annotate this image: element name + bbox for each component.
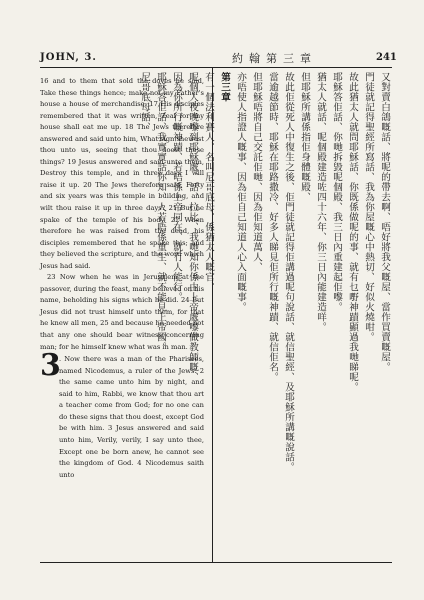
chinese-text-line: 尼哥底母話、 (139, 72, 150, 132)
header-rule (40, 67, 392, 68)
chapter-number-dropcap: 3 (40, 348, 61, 384)
chinese-text-line: 因為你所行嘅神蹟、若唔係上帝同在、就冇人能行。 (171, 72, 182, 302)
chinese-text-line: 有一個法利賽人、名叫尼哥底母、係猶太人嘅官、 (203, 72, 214, 292)
chinese-text-line: 故此猶太人就問耶穌話、你既係做呢的事、就有乜嘢神蹟顯過我哋睇呢。 (347, 72, 358, 392)
chinese-column (139, 72, 392, 560)
page-number: 241 (376, 52, 397, 63)
chinese-text-line: 當逾越節時、耶穌在耶路撒冷、好多人睇見佢所行嘅神蹟、就信佢名。 (267, 72, 278, 382)
chinese-text-line: 門徒就記得聖經所寫話、我為你屋嘅心中熱切、好似火燒咁。 (363, 72, 374, 342)
chinese-text-line: 猶太人就話、呢個殿建造咗四十六年、你三日內能建造咩。 (315, 72, 326, 332)
chinese-chapter-heading: 第三章 (219, 72, 230, 102)
chinese-text-line: 耶穌答佢話、你哋拆毀呢個殿、我三日內重建起佢嚟。 (331, 72, 342, 312)
chinese-text-line: 亦唔使人指證人嘅事、因為佢自己知道人心入面嘅事。 (235, 72, 246, 312)
chinese-text-line: 耶穌答佢話、我實實話你知、人若唔係重生、就不能見上帝國。 (155, 72, 166, 352)
chinese-text-line: 又對賣白鴿嘅話、將呢的帶去啊、唔好將我父嘅屋、當作買賣嘅屋。 (379, 72, 390, 372)
english-paragraph: 23 Now when he was in Jerusalem at the passover, during the feast, many believed on his name, beholding his signs which he did. 24 But Jesus did not trust himself unto them, for that he knew all men, 25 and because he needed not that any one should bear witness concerning man; for he himself knew what was in man. (40, 273, 204, 351)
chinese-text-line: 呢個人夜晚嚟到耶穌處、話、拉比、我哋知你係由上帝處嚟做教師嘅、 (187, 72, 198, 382)
chinese-running-head: 約翰第三章 (232, 52, 317, 65)
chapter-text: . Now there was a man of the Pharisees, named Nicodemus, a ruler of the Jews: 2 the same came unto him by night, and said to him, Rabbi, we know that thou art a teacher come from God; for no one can do these signs that thou doest, except God be with him. 3 Jesus answered and said unto him, Verily, verily, I say unto thee, Except one be born anew, he cannot see the kingdom of God. 4 Nicodemus saith unto (59, 355, 204, 479)
running-head: JOHN, 3. (40, 52, 97, 63)
chinese-text-line: 故此佢從死人中復生之後、佢門徒就記得佢講過呢句說話、就信聖經、及耶穌所講嘅說話。 (283, 72, 294, 472)
english-paragraph: 16 and to them that sold the doves he said, Take these things hence; make not my Father's house a house of merchandise. 17 His disciples remembered that it was written, Zeal for thy house shall eat me up. 18 The Jews therefore answered and said unto him, What sign shewest thou unto us, seeing that thou doest these things? 19 Jesus answered and said unto them, Destroy this temple, and in three days I will raise it up. 20 The Jews therefore said, Forty and six years was this temple in building, and wilt thou raise it up in three days? 21 But he spake of the temple of his body. 22 When therefore he was raised from the dead, his disciples remembered that he spake this; and they believed the scripture, and the word which Jesus had said. (40, 77, 204, 270)
chinese-text-line: 但耶穌唔將自己交託佢哋、因為佢知道萬人、 (251, 72, 262, 272)
footer-rule (40, 562, 392, 563)
chinese-text-line: 但耶穌所講係指佢身體嘅殿、 (299, 72, 310, 202)
